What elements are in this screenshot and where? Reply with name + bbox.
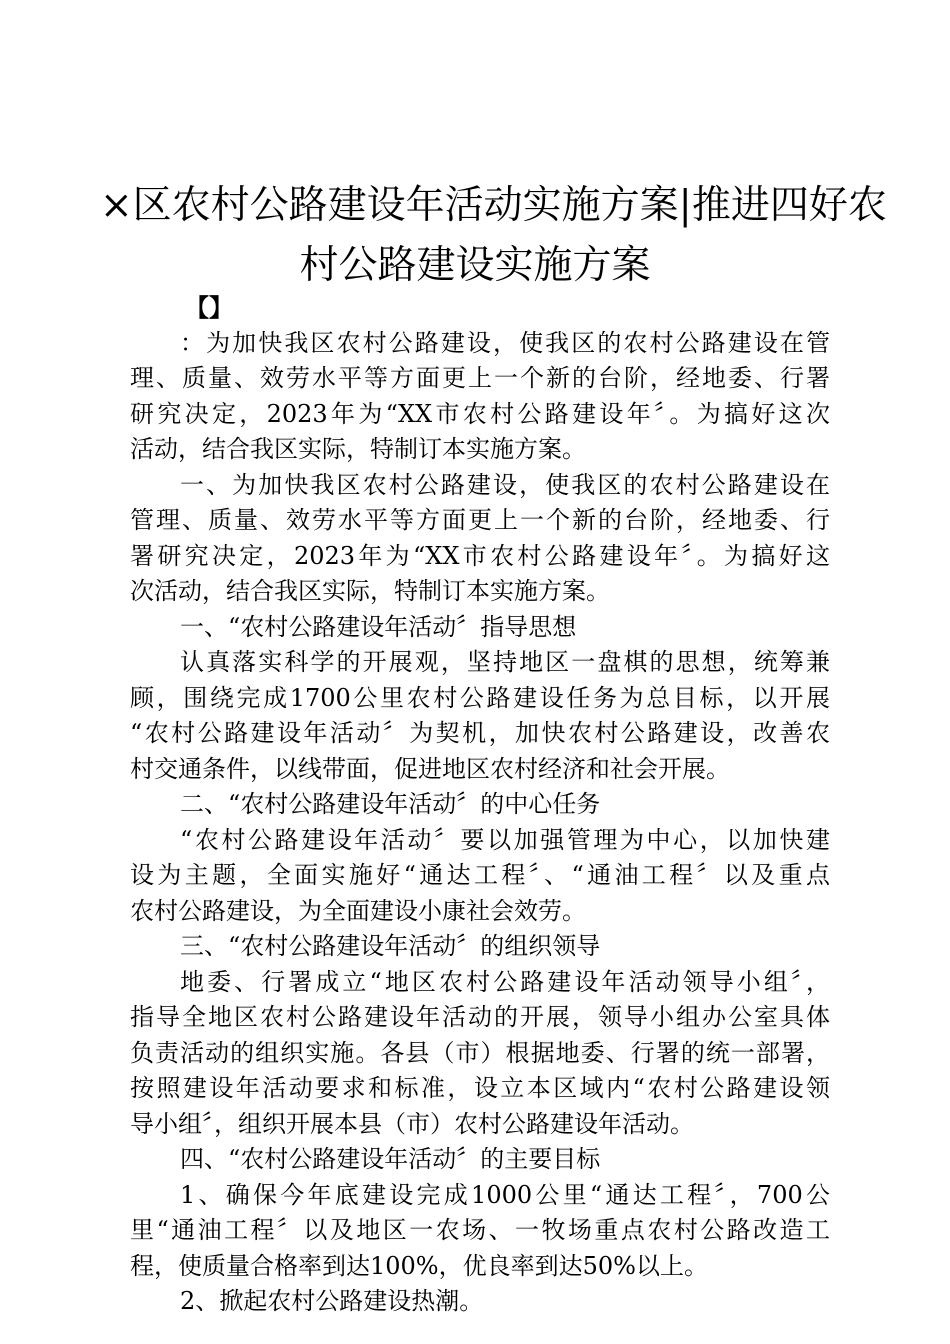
paragraph-line: 次活动，结合我区实际，特制订本实施方案。	[130, 577, 610, 605]
paragraph-line: 农村公路建设，为全面建设小康社会效劳。	[130, 896, 586, 925]
paragraph-line: 署研究决定，2023年为“XX市农村公路建设年〞。为搞好这	[130, 541, 830, 570]
bracket-label: 【】	[185, 293, 233, 322]
paragraph-line: 活动，结合我区实际，特制订本实施方案。	[130, 435, 586, 463]
paragraph-line: 研究决定，2023年为“XX市农村公路建设年〞。为搞好这次	[130, 399, 830, 428]
section-heading: 四、“农村公路建设年活动〞的主要目标	[180, 1145, 601, 1173]
title-line-2: 村公路建设实施方案	[299, 243, 651, 288]
document-body	[130, 290, 830, 1320]
paragraph-line: 按照建设年活动要求和标准，设立本区域内“农村公路建设领	[130, 1074, 830, 1102]
paragraph-line: 指导全地区农村公路建设年活动的开展，领导小组办公室具体	[130, 1003, 830, 1031]
paragraph-line: 程，使质量合格率到达100%，优良率到达50%以上。	[130, 1251, 708, 1280]
paragraph-line: “农村公路建设年活动〞要以加强管理为中心，以加快建	[180, 825, 830, 854]
paragraph-line: 地委、行署成立“地区农村公路建设年活动领导小组〞，	[180, 967, 830, 996]
paragraph-line: 顾，围绕完成1700公里农村公路建设任务为总目标，以开展	[130, 683, 830, 712]
section-heading: 二、“农村公路建设年活动〞的中心任务	[180, 790, 601, 818]
document-title	[100, 176, 887, 296]
paragraph-line: 管理、质量、效劳水平等方面更上一个新的台阶，经地委、行	[130, 506, 830, 534]
paragraph-line: 一、为加快我区农村公路建设，使我区的农村公路建设在	[180, 470, 830, 499]
paragraph-line: “农村公路建设年活动〞为契机，加快农村公路建设，改善农	[130, 719, 830, 747]
section-heading: 一、“农村公路建设年活动〞指导思想	[180, 612, 577, 641]
paragraph-line: 里“通油工程〞以及地区一农场、一牧场重点农村公路改造工	[130, 1216, 830, 1244]
title-line-1: ×区农村公路建设年活动实施方案|推进四好农	[100, 183, 887, 228]
section-heading: 三、“农村公路建设年活动〞的组织领导	[180, 932, 601, 960]
paragraph-line: 村交通条件，以线带面，促进地区农村经济和社会开展。	[130, 754, 730, 783]
paragraph-line: ：为加快我区农村公路建设，使我区的农村公路建设在管	[180, 328, 830, 357]
paragraph-line: 认真落实科学的开展观，坚持地区一盘棋的思想，统筹兼	[180, 648, 830, 676]
paragraph-line: 理、质量、效劳水平等方面更上一个新的台阶，经地委、行署	[130, 364, 830, 392]
paragraph-line: 设为主题，全面实施好“通达工程〞、“通油工程〞以及重点	[130, 861, 830, 889]
paragraph-line: 负责活动的组织实施。各县（市）根据地委、行署的统一部署，	[130, 1038, 830, 1067]
paragraph-line: 1、确保今年底建设完成1000公里“通达工程〞，700公	[180, 1180, 830, 1209]
paragraph-line: 2、掀起农村公路建设热潮。	[180, 1287, 484, 1315]
paragraph-line: 导小组〞，组织开展本县（市）农村公路建设年活动。	[130, 1109, 694, 1138]
